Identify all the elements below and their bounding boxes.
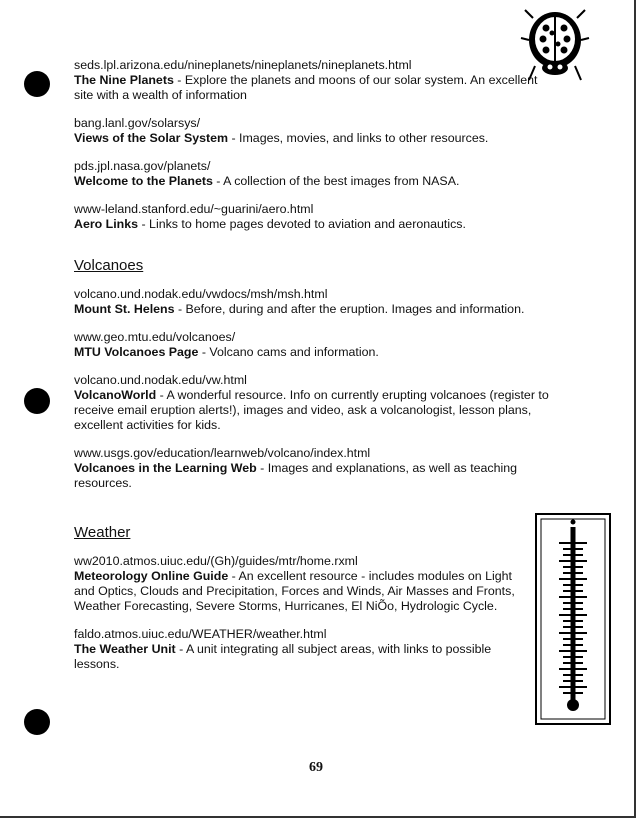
entry-url: www-leland.stanford.edu/~guarini/aero.html: [74, 202, 314, 216]
entry-url: faldo.atmos.uiuc.edu/WEATHER/weather.html: [74, 627, 327, 641]
entry-description: - Explore the planets and moons of our solar system. An excellent site with a wealth of information: [74, 73, 538, 102]
list-item: [74, 446, 554, 491]
entry-title: Meteorology Online Guide: [74, 569, 229, 583]
entry-url: ww2010.atmos.uiuc.edu/(Gh)/guides/mtr/home.rxml: [74, 554, 358, 568]
entry-title: Aero Links: [74, 217, 139, 231]
punch-hole-icon: [24, 709, 50, 735]
list-item: [74, 627, 529, 672]
punch-hole-icon: [24, 388, 50, 414]
entry-title: Mount St. Helens: [74, 302, 175, 316]
entry-url: seds.lpl.arizona.edu/nineplanets/nineplanets/nineplanets.html: [74, 58, 412, 72]
entry-title: Welcome to the Planets: [74, 174, 213, 188]
entry-description: - A collection of the best images from NASA.: [212, 174, 460, 188]
entry-url: www.usgs.gov/education/learnweb/volcano/index.html: [74, 446, 371, 460]
page-edge-right: [634, 0, 636, 818]
entry-title: VolcanoWorld: [74, 388, 157, 402]
entry-description: - Links to home pages devoted to aviation and aeronautics.: [138, 217, 466, 231]
entry-description: - An excellent resource - includes modules on Light and Optics, Clouds and Precipitation, Forces and Winds, Air Masses and Fronts, Weather Forecasting, Severe Storms, Hurricanes, El NiÕo, Hydrologic Cycle.: [74, 569, 515, 613]
entry-description: - A wonderful resource. Info on currently erupting volcanoes (register to receive email eruption alerts!), images and video, ask a volcanologist, lesson plans, excellent activities for kids.: [74, 388, 549, 432]
entry-url: pds.jpl.nasa.gov/planets/: [74, 159, 211, 173]
entry-url: volcano.und.nodak.edu/vw.html: [74, 373, 247, 387]
list-item: [74, 159, 554, 189]
section-heading-weather: Weather: [74, 524, 131, 541]
entry-title: Views of the Solar System: [74, 131, 229, 145]
entry-url: www.geo.mtu.edu/volcanoes/: [74, 330, 236, 344]
entry-title: The Weather Unit: [74, 642, 176, 656]
list-item: [74, 330, 554, 360]
entry-description: - Images and explanations, as well as teaching resources.: [74, 461, 518, 490]
list-item: [74, 287, 554, 317]
page-number: 69: [309, 760, 323, 775]
list-item: [74, 554, 529, 614]
page-edge-bottom: [0, 816, 636, 818]
list-item: [74, 202, 554, 232]
entry-description: - Volcano cams and information.: [198, 345, 379, 359]
entry-description: - A unit integrating all subject areas, with links to possible lessons.: [74, 642, 492, 671]
entry-url: volcano.und.nodak.edu/vwdocs/msh/msh.html: [74, 287, 328, 301]
entry-title: The Nine Planets: [74, 73, 174, 87]
punch-hole-icon: [24, 71, 50, 97]
entry-title: MTU Volcanoes Page: [74, 345, 199, 359]
entry-description: - Images, movies, and links to other resources.: [228, 131, 489, 145]
entry-description: - Before, during and after the eruption. Images and information.: [174, 302, 525, 316]
section-heading-volcanoes: Volcanoes: [74, 257, 144, 274]
entry-title: Volcanoes in the Learning Web: [74, 461, 257, 475]
list-item: [74, 373, 554, 433]
page-content: [74, 58, 554, 685]
entry-url: bang.lanl.gov/solarsys/: [74, 116, 201, 130]
list-item: [74, 116, 554, 146]
list-item: [74, 58, 554, 103]
